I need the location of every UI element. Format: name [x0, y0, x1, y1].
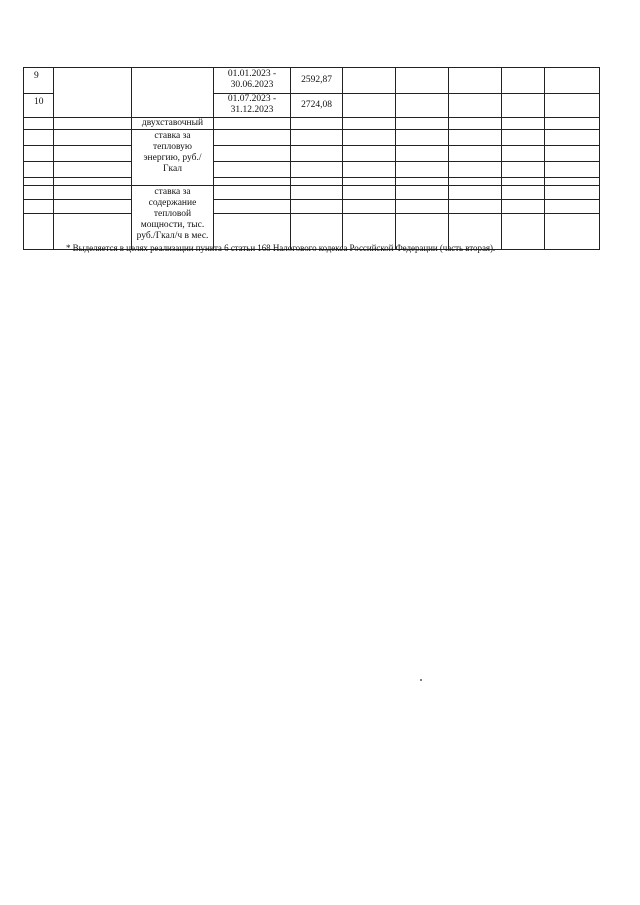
empty-cell	[24, 186, 54, 200]
empty-cell	[24, 146, 54, 162]
empty-cell	[396, 118, 449, 130]
empty-cell	[343, 118, 396, 130]
empty-cell	[545, 130, 600, 146]
empty-cell	[291, 186, 343, 200]
empty-cell	[396, 68, 449, 94]
empty-cell	[54, 146, 132, 162]
empty-cell	[24, 178, 54, 186]
energy-rate-text: ставка за тепловую энергию, руб./Гкал	[143, 131, 202, 174]
empty-cell	[291, 146, 343, 162]
empty-cell	[343, 200, 396, 214]
empty-cell	[54, 200, 132, 214]
empty-cell	[24, 200, 54, 214]
empty-cell	[54, 186, 132, 200]
empty-cell	[54, 162, 132, 178]
empty-cell	[545, 68, 600, 94]
empty-cell	[343, 146, 396, 162]
table-row	[24, 178, 600, 186]
empty-cell	[449, 94, 502, 118]
empty-cell	[502, 118, 545, 130]
empty-cell	[502, 94, 545, 118]
empty-cell	[54, 118, 132, 130]
capacity-rate-label	[132, 186, 214, 250]
empty-cell	[545, 162, 600, 178]
empty-cell	[545, 200, 600, 214]
table-row	[24, 146, 600, 162]
empty-cell	[291, 130, 343, 146]
footnote: * Выделяется в целях реализации пункта 6 статьи 168 Налогового кодекса Российской Федерации (часть вторая).	[66, 243, 496, 253]
empty-cell	[214, 162, 291, 178]
empty-cell	[214, 186, 291, 200]
empty-cell	[502, 146, 545, 162]
empty-cell	[396, 200, 449, 214]
period-text: 01.01.2023 - 30.06.2023	[227, 69, 277, 90]
empty-cell	[502, 200, 545, 214]
empty-cell	[24, 214, 54, 250]
two-rate-label: двухставочный	[132, 118, 214, 130]
empty-cell	[396, 162, 449, 178]
empty-cell	[545, 94, 600, 118]
empty-cell	[54, 68, 132, 118]
empty-cell	[502, 68, 545, 94]
empty-cell	[214, 130, 291, 146]
empty-cell	[502, 178, 545, 186]
table-row	[24, 162, 600, 178]
table-row	[24, 68, 600, 94]
empty-cell	[24, 130, 54, 146]
table-row	[24, 186, 600, 200]
empty-cell	[214, 118, 291, 130]
table-row	[24, 118, 600, 130]
empty-cell	[343, 178, 396, 186]
empty-cell	[545, 146, 600, 162]
table-row	[24, 200, 600, 214]
row-number-cell: 9	[24, 68, 54, 94]
empty-cell	[291, 200, 343, 214]
empty-cell	[396, 146, 449, 162]
capacity-rate-text: ставка за содержание тепловой мощности, тыс. руб./Гкал/ч в мес.	[136, 187, 209, 241]
period-cell	[214, 68, 291, 94]
empty-cell	[449, 130, 502, 146]
empty-cell	[396, 178, 449, 186]
empty-cell	[449, 146, 502, 162]
energy-rate-label	[132, 130, 214, 186]
empty-cell	[291, 178, 343, 186]
empty-cell	[502, 186, 545, 200]
empty-cell	[449, 68, 502, 94]
empty-cell	[449, 162, 502, 178]
scan-speck	[420, 679, 422, 681]
empty-cell	[24, 162, 54, 178]
empty-cell	[132, 68, 214, 118]
empty-cell	[396, 130, 449, 146]
empty-cell	[396, 94, 449, 118]
empty-cell	[24, 118, 54, 130]
empty-cell	[502, 214, 545, 250]
empty-cell	[343, 162, 396, 178]
empty-cell	[545, 214, 600, 250]
tariff-table	[23, 67, 600, 250]
empty-cell	[291, 118, 343, 130]
empty-cell	[343, 68, 396, 94]
empty-cell	[214, 200, 291, 214]
empty-cell	[214, 178, 291, 186]
empty-cell	[449, 200, 502, 214]
empty-cell	[449, 186, 502, 200]
empty-cell	[502, 162, 545, 178]
tariff-value-cell: 2724,08	[291, 94, 343, 118]
period-cell	[214, 94, 291, 118]
empty-cell	[54, 178, 132, 186]
empty-cell	[291, 162, 343, 178]
empty-cell	[214, 146, 291, 162]
empty-cell	[545, 178, 600, 186]
table-row	[24, 130, 600, 146]
period-text: 01.07.2023 - 31.12.2023	[227, 94, 277, 115]
empty-cell	[54, 130, 132, 146]
empty-cell	[343, 130, 396, 146]
row-number-cell: 10	[24, 94, 54, 118]
empty-cell	[343, 186, 396, 200]
empty-cell	[449, 118, 502, 130]
empty-cell	[545, 186, 600, 200]
empty-cell	[343, 94, 396, 118]
empty-cell	[449, 178, 502, 186]
tariff-value-cell: 2592,87	[291, 68, 343, 94]
empty-cell	[396, 186, 449, 200]
empty-cell	[502, 130, 545, 146]
empty-cell	[545, 118, 600, 130]
